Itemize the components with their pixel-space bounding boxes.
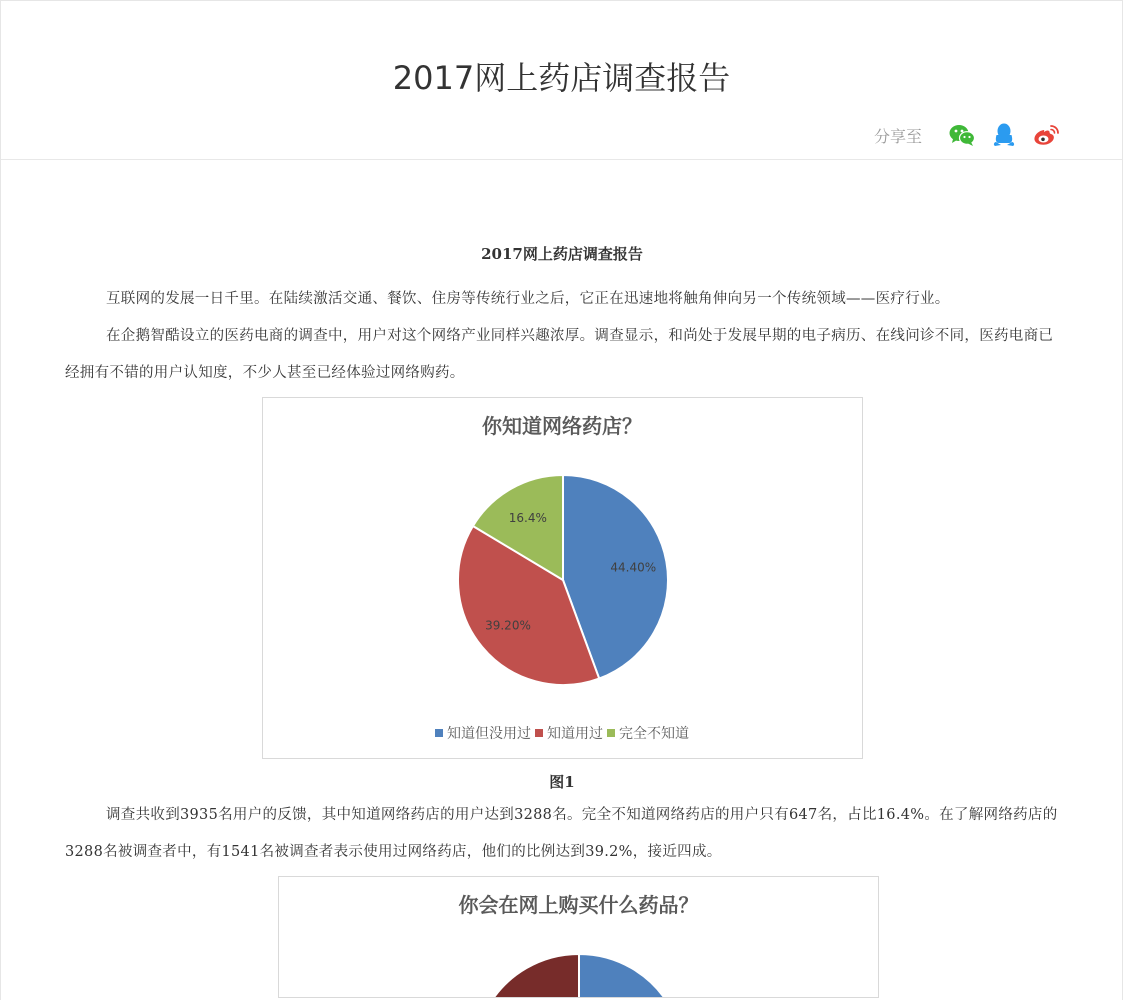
legend-label-0: 知道但没用过 <box>447 726 531 742</box>
pie-data-label-1: 39.20% <box>484 618 531 633</box>
legend-swatch-0 <box>435 729 443 737</box>
pie2-slice-1 <box>488 954 579 997</box>
legend-swatch-2 <box>607 729 615 737</box>
page-title: 2017网上药店调查报告 <box>392 59 731 97</box>
legend-swatch-1 <box>535 729 543 737</box>
legend-label-1: 知道用过 <box>547 726 603 742</box>
legend-item-0 <box>435 723 531 743</box>
chart-2-title: 你会在网上购买什么药品？ <box>458 893 699 917</box>
legend-item-2 <box>607 723 689 743</box>
share-label: 分享至 <box>873 126 922 146</box>
pie-data-label-2: 16.4% <box>508 510 547 525</box>
chart-1-legend <box>263 723 862 743</box>
pie-chart-1 <box>263 398 862 758</box>
figure-1-caption: 图1 <box>549 773 575 791</box>
weibo-icon[interactable] <box>1032 122 1060 148</box>
figure-1-chart <box>262 397 863 759</box>
figure-2-chart <box>278 876 879 998</box>
paragraph-1: 互联网的发展一日千里。在陆续激活交通、餐饮、住房等传统行业之后，它正在迅速地将触角伸向另一个传统领域——医疗行业。 <box>106 291 950 307</box>
qq-icon[interactable] <box>990 122 1018 148</box>
pie-chart-2 <box>279 877 878 997</box>
paragraph-2: 在企鹅智酷设立的医药电商的调查中，用户对这个网络产业同样兴趣浓厚。调查显示，和尚处于发展早期的电子病历、在线问诊不同，医药电商已经拥有不错的用户认知度，不少人甚至已经体验过网络购药。 <box>65 328 1054 381</box>
page-header <box>1 1 1122 160</box>
share-bar <box>874 122 1060 148</box>
pie-data-label-0: 44.40% <box>609 560 656 575</box>
pie2-slice-0 <box>579 954 670 997</box>
legend-item-1 <box>535 723 603 743</box>
article-body <box>65 241 1059 998</box>
chart-1-title: 你知道网络药店？ <box>482 414 642 438</box>
article-title: 2017网上药店调查报告 <box>481 245 643 263</box>
paragraph-3: 调查共收到3935名用户的反馈，其中知道网络药店的用户达到3288名。完全不知道网络药店的用户只有647名，占比16.4%。在了解网络药店的3288名被调查者中，有1541名被调查者表示使用过网络药店，他们的比例达到39.2%，接近四成。 <box>65 807 1058 860</box>
legend-label-2: 完全不知道 <box>619 726 689 742</box>
wechat-icon[interactable] <box>948 122 976 148</box>
